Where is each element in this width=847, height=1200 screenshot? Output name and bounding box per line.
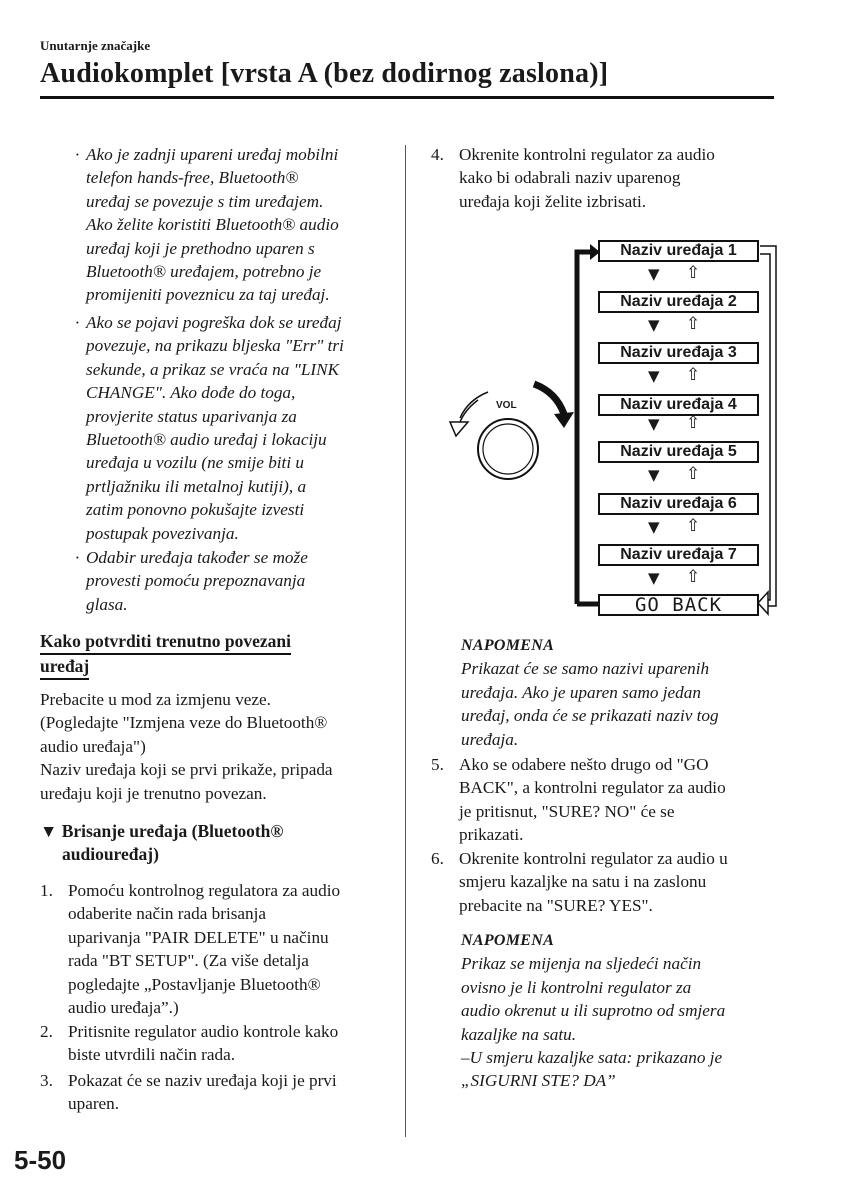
step-4 xyxy=(431,143,789,213)
step-5 xyxy=(431,753,789,847)
step-line: Okrenite kontrolni regulator za audio u xyxy=(459,849,728,868)
heading-confirm-device xyxy=(40,630,330,680)
bullet-line: uređaj koji je prethodno uparen s xyxy=(86,238,315,258)
note-line: audio okrenut u ili suprotno od smjera xyxy=(461,1001,726,1021)
step-line: Pokazat će se naziv uređaja koji je prvi xyxy=(68,1071,337,1090)
step-1 xyxy=(40,879,398,1019)
heading-line: uređaj xyxy=(40,655,89,680)
up-arrow-icon: ⇧ xyxy=(686,365,701,385)
bullet-dot: · xyxy=(75,145,80,164)
loop-line-left xyxy=(577,252,590,604)
note-line: ovisno je li kontrolni regulator za xyxy=(461,977,692,997)
note-1 xyxy=(461,634,781,751)
device-name-box-3: Naziv uređaja 3 xyxy=(598,342,759,364)
step-number: 6. xyxy=(431,849,444,868)
step-line: Pomoću kontrolnog regulatora za audio xyxy=(68,881,341,900)
bullet-line: promijeniti poveznicu za taj uređaj. xyxy=(86,285,330,305)
note-2 xyxy=(461,929,781,1093)
note-line: uređaja. Ako je uparen samo jedan xyxy=(461,682,701,702)
step-line: BACK", a kontrolni regulator za audio xyxy=(459,778,726,798)
bullet-line: postupak povezivanja. xyxy=(86,523,239,543)
note-line: uređaja. xyxy=(461,729,519,749)
loop-line-right-outer xyxy=(760,246,776,606)
bullet-line: provjerite status uparivanja za xyxy=(86,406,297,426)
down-arrow-icon: ▼ xyxy=(648,518,660,536)
step-line: smjeru kazaljke na satu i na zaslonu xyxy=(459,872,707,892)
down-arrow-icon: ▼ xyxy=(648,367,660,385)
up-arrow-icon: ⇧ xyxy=(686,464,701,484)
confirm-paragraph xyxy=(40,688,400,805)
device-name-box-1: Naziv uređaja 1 xyxy=(598,240,759,262)
bullet-note-3 xyxy=(75,546,396,616)
bullet-line: Ako se pojavi pogreška dok se uređaj xyxy=(86,313,342,332)
step-line: biste utvrdili način rada. xyxy=(68,1045,236,1065)
step-line: rada "BT SETUP". (Za više detalja xyxy=(68,951,309,971)
para-line: audio uređaja") xyxy=(40,736,146,756)
device-selection-diagram xyxy=(440,232,780,627)
down-arrow-icon: ▼ xyxy=(648,415,660,433)
step-line: kako bi odabrali naziv uparenog xyxy=(459,168,681,188)
bullet-line: Odabir uređaja također se može xyxy=(86,548,308,567)
down-arrow-icon: ▼ xyxy=(648,569,660,587)
bullet-note-2 xyxy=(75,311,396,545)
step-line: prikazati. xyxy=(459,825,524,845)
step-line: uparen. xyxy=(68,1094,120,1114)
step-2 xyxy=(40,1020,398,1067)
step-number: 3. xyxy=(40,1071,53,1090)
step-number: 5. xyxy=(431,755,444,774)
cw-arc xyxy=(534,384,564,414)
bullet-note-1 xyxy=(75,143,396,307)
bullet-line: provesti pomoću prepoznavanja xyxy=(86,571,306,591)
note-line: Prikazat će se samo nazivi uparenih xyxy=(461,659,710,679)
ccw-arrow-icon xyxy=(450,422,468,436)
bullet-dot: · xyxy=(75,313,80,332)
up-arrow-icon: ⇧ xyxy=(686,314,701,334)
device-name-box-2: Naziv uređaja 2 xyxy=(598,291,759,313)
note-line: Prikaz se mijenja na sljedeći način xyxy=(461,954,702,974)
bullet-line: uređaj se povezuje s tim uređajem. xyxy=(86,191,324,211)
step-line: audio uređaja”.) xyxy=(68,998,179,1018)
up-arrow-icon: ⇧ xyxy=(686,567,701,587)
column-divider xyxy=(405,145,406,1137)
title-rule xyxy=(40,96,774,99)
bullet-line: prtljažniku ili metalnoj kutiji), a xyxy=(86,476,307,496)
bullet-dot: · xyxy=(75,548,80,567)
bullet-line: povezuje, na prikazu bljeska "Err" tri xyxy=(86,336,344,356)
device-name-box-5: Naziv uređaja 5 xyxy=(598,441,759,463)
knob-inner xyxy=(483,424,533,474)
para-line: (Pogledajte "Izmjena veze do Bluetooth® xyxy=(40,713,328,733)
loop-arrow-outline xyxy=(758,592,768,614)
para-line: Naziv uređaja koji se prvi prikaže, pripada xyxy=(40,760,333,780)
page-number: 5-50 xyxy=(14,1145,67,1175)
up-arrow-icon: ⇧ xyxy=(686,516,701,536)
step-line: Okrenite kontrolni regulator za audio xyxy=(459,145,715,164)
para-line: uređaju koji je trenutno povezan. xyxy=(40,783,267,803)
note-line: „SIGURNI STE? DA” xyxy=(461,1071,616,1091)
go-back-box: GO BACK xyxy=(598,594,759,616)
note-line: uređaj, onda će se prikazati naziv tog xyxy=(461,706,719,726)
heading-delete-device xyxy=(40,820,370,866)
bullet-line: Bluetooth® uređajem, potrebno je xyxy=(86,262,322,282)
bullet-line: zatim ponovno pokušajte izvesti xyxy=(86,500,305,520)
step-line: uparivanja "PAIR DELETE" u načinu xyxy=(68,927,329,947)
loop-line-right-inner xyxy=(760,254,770,600)
up-arrow-icon: ⇧ xyxy=(686,263,701,283)
down-arrow-icon: ▼ xyxy=(648,466,660,484)
heading-line: ▼ Brisanje uređaja (Bluetooth® xyxy=(40,821,284,841)
up-arrow-icon: ⇧ xyxy=(686,413,701,433)
bullet-line: sekunde, a prikaz se vraća na "LINK xyxy=(86,359,340,379)
note-line: kazaljke na satu. xyxy=(461,1024,577,1044)
cw-arrow-icon xyxy=(554,412,574,428)
bullet-line: Bluetooth® audio uređaj i lokaciju xyxy=(86,430,327,450)
device-name-box-7: Naziv uređaja 7 xyxy=(598,544,759,566)
note-line: –U smjeru kazaljke sata: prikazano je xyxy=(461,1048,723,1068)
step-number: 4. xyxy=(431,145,444,164)
step-6 xyxy=(431,847,789,917)
step-number: 2. xyxy=(40,1022,53,1041)
down-arrow-icon: ▼ xyxy=(648,316,660,334)
device-name-box-6: Naziv uređaja 6 xyxy=(598,493,759,515)
para-line: Prebacite u mod za izmjenu veze. xyxy=(40,690,271,709)
note-title: NAPOMENA xyxy=(461,637,555,654)
bullet-line: uređaja u vozilu (ne smije biti u xyxy=(86,453,304,473)
note-title: NAPOMENA xyxy=(461,932,555,949)
step-line: Ako se odabere nešto drugo od "GO xyxy=(459,755,709,774)
step-3 xyxy=(40,1069,398,1116)
step-line: Pritisnite regulator audio kontrole kako xyxy=(68,1022,339,1041)
heading-line: audiouređaj) xyxy=(62,844,159,864)
heading-line: Kako potvrditi trenutno povezani xyxy=(40,630,291,655)
bullet-line: Ako želite koristiti Bluetooth® audio xyxy=(86,215,339,235)
page-title: Audiokomplet [vrsta A (bez dodirnog zaslona)] xyxy=(40,58,609,89)
step-line: prebacite na "SURE? YES". xyxy=(459,895,653,915)
step-number: 1. xyxy=(40,881,53,900)
step-line: uređaja koji želite izbrisati. xyxy=(459,191,647,211)
step-line: odaberite način rada brisanja xyxy=(68,904,267,924)
bullet-line: telefon hands-free, Bluetooth® xyxy=(86,168,299,188)
section-label: Unutarnje značajke xyxy=(40,38,151,53)
step-line: je pritisnut, "SURE? NO" će se xyxy=(459,801,675,821)
step-line: pogledajte „Postavljanje Bluetooth® xyxy=(68,974,321,994)
bullet-line: Ako je zadnji upareni uređaj mobilni xyxy=(86,145,339,164)
device-name-box-4: Naziv uređaja 4 xyxy=(598,394,759,416)
down-arrow-icon: ▼ xyxy=(648,265,660,283)
bullet-line: CHANGE". Ako dođe do toga, xyxy=(86,383,296,403)
bullet-line: glasa. xyxy=(86,594,128,614)
knob-label: VOL xyxy=(496,400,517,411)
